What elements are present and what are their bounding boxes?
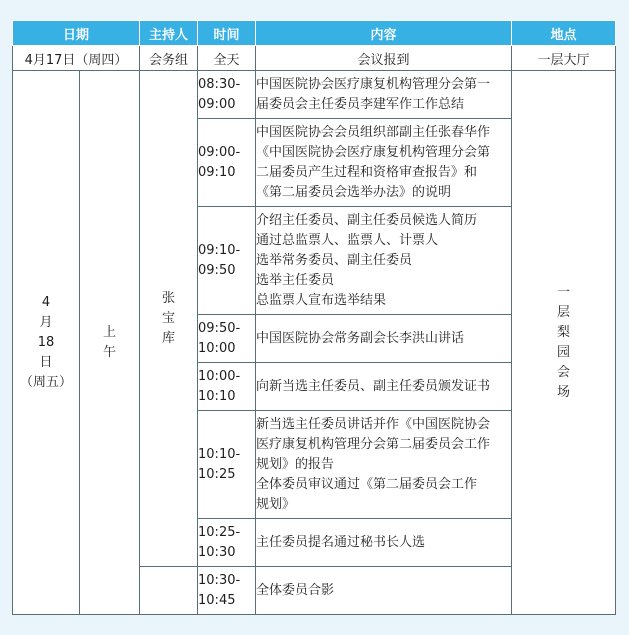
time-start: 10:25- (198, 524, 241, 540)
agenda-content (256, 567, 512, 615)
content-line: 新当选主任委员讲话并作《中国医院协会 (256, 416, 491, 432)
agenda-content (256, 363, 512, 411)
time-end: 10:00 (198, 340, 236, 356)
time-end: 10:30 (198, 544, 236, 560)
session-label: 上午 (102, 324, 116, 360)
content-line: 主任委员提名通过秘书长人选 (256, 534, 426, 550)
registration-date: 4月17日（周四） (13, 46, 140, 71)
host-name: 张宝库 (162, 290, 176, 346)
header-time: 时间 (198, 21, 256, 46)
content-line: 规划》 (256, 496, 296, 512)
host-cell-empty (140, 567, 198, 615)
time-end: 10:10 (198, 388, 236, 404)
time-end: 09:50 (198, 262, 236, 278)
registration-venue: 一层大厅 (512, 46, 616, 71)
content-line: 通过总监票人、监票人、计票人 (256, 232, 439, 248)
agenda-time (198, 519, 256, 567)
agenda-time (198, 207, 256, 315)
day2-date-line: 月 (39, 314, 53, 330)
agenda-time (198, 119, 256, 207)
header-content: 内容 (256, 21, 512, 46)
time-start: 10:30- (198, 572, 241, 588)
registration-content: 会议报到 (256, 46, 512, 71)
agenda-content (256, 119, 512, 207)
agenda-time (198, 363, 256, 411)
agenda-content (256, 411, 512, 519)
registration-time: 全天 (198, 46, 256, 71)
header-venue: 地点 (512, 21, 616, 46)
time-end: 10:25 (198, 466, 236, 482)
time-start: 10:00- (198, 368, 241, 384)
content-line: 全体委员合影 (256, 582, 335, 598)
registration-host: 会务组 (140, 46, 198, 71)
time-start: 10:10- (198, 446, 241, 462)
header-host: 主持人 (140, 21, 198, 46)
table-row (13, 71, 616, 119)
time-start: 09:50- (198, 320, 241, 336)
content-line: 向新当选主任委员、副主任委员颁发证书 (256, 378, 491, 394)
agenda-time (198, 71, 256, 119)
day2-date-line: （周五） (19, 374, 72, 390)
session-cell (80, 71, 140, 615)
content-line: 规划》的报告 (256, 456, 335, 472)
content-line: 《第二届委员会选举办法》的说明 (256, 184, 452, 200)
day2-date-line: 4 (41, 294, 51, 310)
content-line: 中国医院协会会员组织部副主任张春华作 (256, 124, 491, 140)
time-end: 09:10 (198, 164, 236, 180)
venue-cell (512, 71, 616, 615)
content-line: 介绍主任委员、副主任委员候选人简历 (256, 212, 478, 228)
content-line: 总监票人宣布选举结果 (256, 292, 387, 308)
content-line: 中国医院协会常务副会长李洪山讲话 (256, 330, 465, 346)
time-end: 09:00 (198, 96, 236, 112)
time-start: 08:30- (198, 76, 241, 92)
agenda-content (256, 315, 512, 363)
venue-name: 一层梨园会场 (557, 284, 571, 400)
agenda-time (198, 315, 256, 363)
time-start: 09:10- (198, 242, 241, 258)
content-line: 届委员会主任委员李建军作工作总结 (256, 96, 465, 112)
content-line: 医疗康复机构管理分会第二届委员会工作 (256, 436, 491, 452)
agenda-content (256, 71, 512, 119)
agenda-time (198, 567, 256, 615)
agenda-table (12, 20, 616, 615)
day2-date-line: 18 (37, 334, 55, 350)
time-start: 09:00- (198, 144, 241, 160)
host-cell (140, 71, 198, 567)
content-line: 《中国医院协会医疗康复机构管理分会第 (256, 144, 491, 160)
agenda-time (198, 411, 256, 519)
content-line: 中国医院协会医疗康复机构管理分会第一 (256, 76, 491, 92)
day2-date-cell (13, 71, 80, 615)
agenda-content (256, 207, 512, 315)
agenda-content (256, 519, 512, 567)
day2-date-line: 日 (39, 354, 53, 370)
content-line: 选举主任委员 (256, 272, 335, 288)
time-end: 10:45 (198, 592, 236, 608)
header-date: 日期 (13, 21, 140, 46)
content-line: 选举常务委员、副主任委员 (256, 252, 413, 268)
table-row (13, 46, 616, 71)
content-line: 全体委员审议通过《第二届委员会工作 (256, 476, 478, 492)
header-row (13, 21, 616, 46)
content-line: 二届委员产生过程和资格审查报告》和 (256, 164, 478, 180)
